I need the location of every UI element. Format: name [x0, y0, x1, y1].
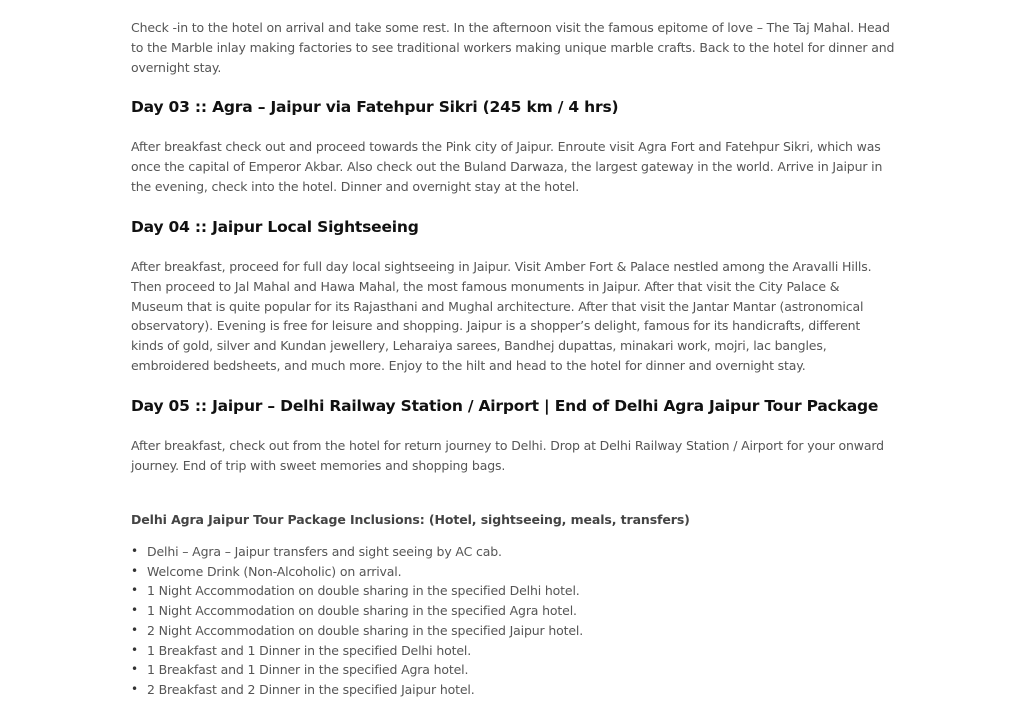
- list-item-text: Welcome Drink (Non-Alcoholic) on arrival.: [147, 563, 402, 579]
- bullet-icon: •: [131, 642, 138, 657]
- list-item-text: 1 Night Accommodation on double sharing in the specified Delhi hotel.: [147, 583, 580, 599]
- bullet-icon: •: [131, 583, 138, 598]
- day03-heading: Day 03 :: Agra – Jaipur via Fatehpur Sikri (245 km / 4 hrs): [131, 98, 619, 116]
- list-item: [131, 660, 583, 680]
- inclusions-list: [131, 542, 583, 700]
- day03-description: After breakfast check out and proceed towards the Pink city of Jaipur. Enroute visit Agra Fort and Fatehpur Sikri, which was once the capital of Emperor Akbar. Also check out the Buland Darwaza, the largest gateway in the world. Arrive in Jaipur in the evening, check into the hotel. Dinner and overnight stay at the hotel.: [131, 139, 883, 194]
- list-item: [131, 562, 583, 582]
- list-item: [131, 542, 583, 562]
- list-item-text: 2 Breakfast and 2 Dinner in the specified Jaipur hotel.: [147, 681, 475, 697]
- bullet-icon: •: [131, 544, 138, 558]
- day05-heading: Day 05 :: Jaipur – Delhi Railway Station / Airport | End of Delhi Agra Jaipur Tour Package: [131, 397, 879, 415]
- list-item: [131, 621, 583, 641]
- bullet-icon: •: [131, 622, 138, 637]
- bullet-icon: •: [131, 681, 138, 696]
- day04-heading: Day 04 :: Jaipur Local Sightseeing: [131, 218, 419, 236]
- list-item: [131, 641, 583, 661]
- inclusions-title: Delhi Agra Jaipur Tour Package Inclusions: (Hotel, sightseeing, meals, transfers): [131, 512, 690, 527]
- bullet-icon: •: [131, 563, 138, 578]
- list-item-text: 1 Breakfast and 1 Dinner in the specified Delhi hotel.: [147, 642, 472, 658]
- bullet-icon: •: [131, 603, 138, 618]
- bullet-icon: •: [131, 662, 138, 677]
- day02-description: Check -in to the hotel on arrival and take some rest. In the afternoon visit the famous epitome of love – The Taj Mahal. Head to the Marble inlay making factories to see traditional workers making unique marble crafts. Back to the hotel for dinner and overnight stay.: [131, 20, 895, 75]
- list-item: [131, 581, 583, 601]
- list-item-text: 2 Night Accommodation on double sharing in the specified Jaipur hotel.: [147, 622, 584, 638]
- list-item: [131, 680, 583, 700]
- list-item-text: Delhi – Agra – Jaipur transfers and sight seeing by AC cab.: [147, 544, 502, 559]
- day05-description: After breakfast, check out from the hotel for return journey to Delhi. Drop at Delhi Railway Station / Airport for your onward journey. End of trip with sweet memories and shopping bags.: [131, 438, 884, 473]
- day04-description: After breakfast, proceed for full day local sightseeing in Jaipur. Visit Amber Fort & Palace nestled among the Aravalli Hills. Then proceed to Jal Mahal and Hawa Mahal, the most famous monuments in Jaipur. After that visit the City Palace & Museum that is quite popular for its Rajasthani and Mughal architecture. After that visit the Jantar Mantar (astronomical observatory). Evening is free for leisure and shopping. Jaipur is a shopper’s delight, famous for its handicrafts, different kinds of gold, silver and Kundan jewellery, Leharaiya sarees, Bandhej dupattas, minakari work, mojri, lac bangles, embroidered bedsheets, and much more. Enjoy to the hilt and head to the hotel for dinner and overnight stay.: [131, 259, 872, 373]
- list-item: [131, 601, 583, 621]
- list-item-text: 1 Breakfast and 1 Dinner in the specified Agra hotel.: [147, 662, 469, 678]
- list-item-text: 1 Night Accommodation on double sharing in the specified Agra hotel.: [147, 603, 577, 619]
